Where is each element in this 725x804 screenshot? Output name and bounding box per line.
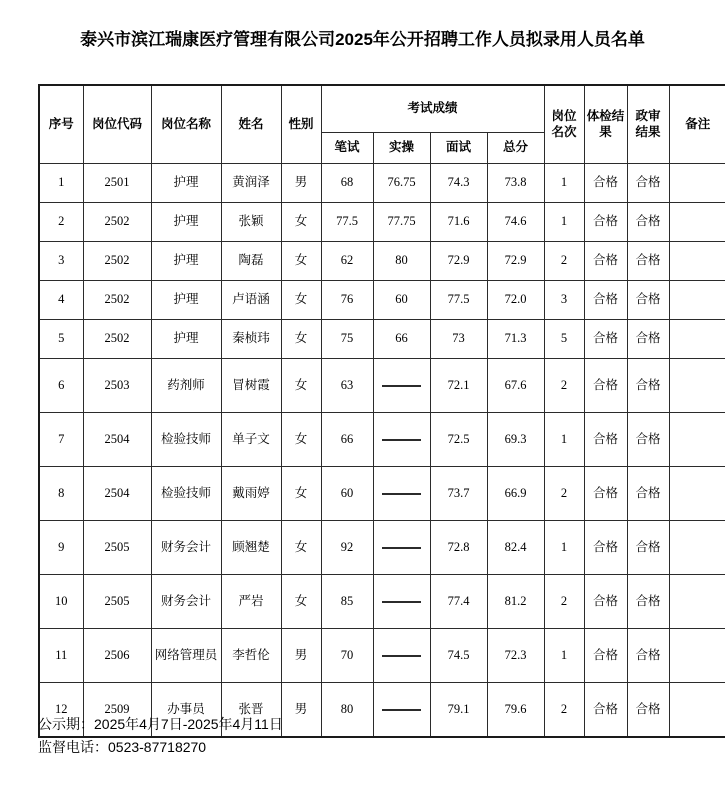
no-score-dash bbox=[382, 439, 420, 441]
table-row bbox=[39, 467, 725, 521]
cell-gender: 女 bbox=[281, 281, 321, 320]
cell-total: 67.6 bbox=[487, 359, 544, 413]
col-header-written: 笔试 bbox=[321, 133, 373, 164]
cell-gender: 女 bbox=[281, 521, 321, 575]
cell-written: 60 bbox=[321, 467, 373, 521]
cell-post-rank: 1 bbox=[544, 521, 584, 575]
cell-seq: 1 bbox=[39, 164, 83, 203]
cell-post-name: 护理 bbox=[151, 242, 221, 281]
col-header-post-rank: 岗位名次 bbox=[544, 85, 584, 164]
cell-gender: 女 bbox=[281, 467, 321, 521]
cell-post-code: 2504 bbox=[83, 467, 151, 521]
cell-name: 张颖 bbox=[221, 203, 281, 242]
cell-total: 79.6 bbox=[487, 683, 544, 738]
no-score-dash bbox=[382, 385, 420, 387]
cell-interview: 79.1 bbox=[430, 683, 487, 738]
cell-gender: 女 bbox=[281, 242, 321, 281]
cell-post-name: 财务会计 bbox=[151, 521, 221, 575]
cell-seq: 3 bbox=[39, 242, 83, 281]
no-score-dash bbox=[382, 547, 420, 549]
cell-interview: 74.5 bbox=[430, 629, 487, 683]
cell-remark bbox=[669, 521, 725, 575]
cell-remark bbox=[669, 413, 725, 467]
cell-practical: 76.75 bbox=[373, 164, 430, 203]
publicity-period: 公示期：2025年4月7日-2025年4月11日 bbox=[38, 716, 283, 732]
cell-post-rank: 2 bbox=[544, 683, 584, 738]
cell-written: 85 bbox=[321, 575, 373, 629]
cell-practical bbox=[373, 521, 430, 575]
cell-remark bbox=[669, 467, 725, 521]
table-row bbox=[39, 359, 725, 413]
cell-gender: 男 bbox=[281, 683, 321, 738]
cell-post-name: 网络管理员 bbox=[151, 629, 221, 683]
cell-medical-result: 合格 bbox=[584, 629, 627, 683]
cell-medical-result: 合格 bbox=[584, 521, 627, 575]
cell-post-name: 检验技师 bbox=[151, 413, 221, 467]
cell-practical bbox=[373, 629, 430, 683]
col-header-medical-result: 体检结果 bbox=[584, 85, 627, 164]
cell-written: 70 bbox=[321, 629, 373, 683]
no-score-dash bbox=[382, 655, 420, 657]
cell-post-rank: 1 bbox=[544, 629, 584, 683]
cell-practical: 77.75 bbox=[373, 203, 430, 242]
col-header-seq: 序号 bbox=[39, 85, 83, 164]
cell-gender: 男 bbox=[281, 629, 321, 683]
cell-post-rank: 3 bbox=[544, 281, 584, 320]
cell-gender: 女 bbox=[281, 320, 321, 359]
cell-interview: 71.6 bbox=[430, 203, 487, 242]
cell-medical-result: 合格 bbox=[584, 203, 627, 242]
cell-political-result: 合格 bbox=[627, 203, 669, 242]
table-header bbox=[39, 85, 725, 164]
cell-written: 77.5 bbox=[321, 203, 373, 242]
cell-medical-result: 合格 bbox=[584, 242, 627, 281]
cell-total: 71.3 bbox=[487, 320, 544, 359]
cell-name: 顾翘楚 bbox=[221, 521, 281, 575]
cell-interview: 77.5 bbox=[430, 281, 487, 320]
cell-total: 74.6 bbox=[487, 203, 544, 242]
cell-interview: 72.8 bbox=[430, 521, 487, 575]
cell-post-name: 财务会计 bbox=[151, 575, 221, 629]
cell-seq: 8 bbox=[39, 467, 83, 521]
cell-post-code: 2505 bbox=[83, 575, 151, 629]
cell-post-rank: 1 bbox=[544, 413, 584, 467]
cell-remark bbox=[669, 281, 725, 320]
table-row bbox=[39, 320, 725, 359]
cell-total: 82.4 bbox=[487, 521, 544, 575]
table-body bbox=[39, 164, 725, 738]
page-title: 泰兴市滨江瑞康医疗管理有限公司2025年公开招聘工作人员拟录用人员名单 bbox=[80, 30, 645, 49]
table-row bbox=[39, 629, 725, 683]
cell-gender: 女 bbox=[281, 359, 321, 413]
cell-remark bbox=[669, 359, 725, 413]
cell-political-result: 合格 bbox=[627, 467, 669, 521]
cell-seq: 9 bbox=[39, 521, 83, 575]
cell-political-result: 合格 bbox=[627, 359, 669, 413]
cell-medical-result: 合格 bbox=[584, 467, 627, 521]
col-header-total: 总分 bbox=[487, 133, 544, 164]
cell-post-rank: 5 bbox=[544, 320, 584, 359]
cell-post-name: 药剂师 bbox=[151, 359, 221, 413]
cell-total: 81.2 bbox=[487, 575, 544, 629]
cell-post-name: 护理 bbox=[151, 203, 221, 242]
cell-political-result: 合格 bbox=[627, 683, 669, 738]
footer-notes bbox=[38, 713, 658, 759]
supervision-phone: 监督电话：0523-87718270 bbox=[38, 739, 207, 756]
cell-post-code: 2502 bbox=[83, 203, 151, 242]
cell-remark bbox=[669, 242, 725, 281]
cell-post-code: 2503 bbox=[83, 359, 151, 413]
cell-name: 单子文 bbox=[221, 413, 281, 467]
table-row bbox=[39, 164, 725, 203]
cell-post-name: 办事员 bbox=[151, 683, 221, 738]
no-score-dash bbox=[382, 493, 420, 495]
cell-political-result: 合格 bbox=[627, 320, 669, 359]
cell-medical-result: 合格 bbox=[584, 413, 627, 467]
cell-remark bbox=[669, 203, 725, 242]
cell-seq: 5 bbox=[39, 320, 83, 359]
cell-written: 92 bbox=[321, 521, 373, 575]
cell-name: 冒树霞 bbox=[221, 359, 281, 413]
table-row bbox=[39, 521, 725, 575]
cell-interview: 73.7 bbox=[430, 467, 487, 521]
cell-written: 63 bbox=[321, 359, 373, 413]
cell-practical bbox=[373, 413, 430, 467]
cell-post-rank: 1 bbox=[544, 164, 584, 203]
cell-post-name: 检验技师 bbox=[151, 467, 221, 521]
no-score-dash bbox=[382, 601, 420, 603]
cell-post-code: 2505 bbox=[83, 521, 151, 575]
col-header-post-code: 岗位代码 bbox=[83, 85, 151, 164]
cell-gender: 男 bbox=[281, 164, 321, 203]
cell-practical: 60 bbox=[373, 281, 430, 320]
cell-post-rank: 2 bbox=[544, 575, 584, 629]
cell-medical-result: 合格 bbox=[584, 281, 627, 320]
candidate-table bbox=[38, 84, 725, 738]
cell-remark bbox=[669, 320, 725, 359]
col-header-gender: 性别 bbox=[281, 85, 321, 164]
cell-medical-result: 合格 bbox=[584, 359, 627, 413]
table-row bbox=[39, 242, 725, 281]
cell-seq: 4 bbox=[39, 281, 83, 320]
cell-total: 72.3 bbox=[487, 629, 544, 683]
cell-post-rank: 2 bbox=[544, 242, 584, 281]
cell-name: 黄润泽 bbox=[221, 164, 281, 203]
cell-total: 69.3 bbox=[487, 413, 544, 467]
cell-name: 李哲伦 bbox=[221, 629, 281, 683]
cell-name: 严岩 bbox=[221, 575, 281, 629]
cell-remark bbox=[669, 683, 725, 738]
col-header-name: 姓名 bbox=[221, 85, 281, 164]
cell-post-code: 2502 bbox=[83, 320, 151, 359]
cell-interview: 72.5 bbox=[430, 413, 487, 467]
cell-seq: 6 bbox=[39, 359, 83, 413]
cell-total: 66.9 bbox=[487, 467, 544, 521]
cell-post-name: 护理 bbox=[151, 281, 221, 320]
cell-gender: 女 bbox=[281, 413, 321, 467]
cell-name: 秦桢玮 bbox=[221, 320, 281, 359]
cell-written: 75 bbox=[321, 320, 373, 359]
cell-political-result: 合格 bbox=[627, 164, 669, 203]
cell-political-result: 合格 bbox=[627, 413, 669, 467]
cell-post-code: 2502 bbox=[83, 281, 151, 320]
col-header-remark: 备注 bbox=[669, 85, 725, 164]
cell-total: 72.0 bbox=[487, 281, 544, 320]
col-header-exam-scores: 考试成绩 bbox=[321, 85, 544, 133]
cell-written: 80 bbox=[321, 683, 373, 738]
cell-interview: 72.1 bbox=[430, 359, 487, 413]
table-row bbox=[39, 575, 725, 629]
cell-seq: 10 bbox=[39, 575, 83, 629]
table-row bbox=[39, 281, 725, 320]
cell-written: 76 bbox=[321, 281, 373, 320]
cell-seq: 11 bbox=[39, 629, 83, 683]
col-header-interview: 面试 bbox=[430, 133, 487, 164]
cell-gender: 女 bbox=[281, 203, 321, 242]
cell-political-result: 合格 bbox=[627, 281, 669, 320]
cell-political-result: 合格 bbox=[627, 629, 669, 683]
cell-remark bbox=[669, 164, 725, 203]
col-header-post-name: 岗位名称 bbox=[151, 85, 221, 164]
cell-post-rank: 1 bbox=[544, 203, 584, 242]
col-header-practical: 实操 bbox=[373, 133, 430, 164]
cell-practical: 80 bbox=[373, 242, 430, 281]
cell-post-rank: 2 bbox=[544, 359, 584, 413]
cell-name: 陶磊 bbox=[221, 242, 281, 281]
cell-medical-result: 合格 bbox=[584, 320, 627, 359]
cell-interview: 74.3 bbox=[430, 164, 487, 203]
cell-medical-result: 合格 bbox=[584, 575, 627, 629]
col-header-political-result: 政审结果 bbox=[627, 85, 669, 164]
table-row bbox=[39, 203, 725, 242]
header-row-primary bbox=[39, 85, 725, 133]
table-row bbox=[39, 413, 725, 467]
cell-post-code: 2509 bbox=[83, 683, 151, 738]
cell-post-code: 2506 bbox=[83, 629, 151, 683]
cell-political-result: 合格 bbox=[627, 242, 669, 281]
cell-post-rank: 2 bbox=[544, 467, 584, 521]
cell-interview: 72.9 bbox=[430, 242, 487, 281]
cell-practical: 66 bbox=[373, 320, 430, 359]
no-score-dash bbox=[382, 709, 420, 711]
cell-practical bbox=[373, 467, 430, 521]
cell-political-result: 合格 bbox=[627, 575, 669, 629]
cell-total: 72.9 bbox=[487, 242, 544, 281]
cell-written: 62 bbox=[321, 242, 373, 281]
cell-political-result: 合格 bbox=[627, 521, 669, 575]
cell-post-name: 护理 bbox=[151, 320, 221, 359]
cell-seq: 2 bbox=[39, 203, 83, 242]
cell-remark bbox=[669, 575, 725, 629]
cell-interview: 77.4 bbox=[430, 575, 487, 629]
cell-medical-result: 合格 bbox=[584, 164, 627, 203]
cell-practical bbox=[373, 575, 430, 629]
candidate-table-container bbox=[38, 84, 711, 738]
cell-gender: 女 bbox=[281, 575, 321, 629]
cell-remark bbox=[669, 629, 725, 683]
cell-practical bbox=[373, 359, 430, 413]
cell-written: 66 bbox=[321, 413, 373, 467]
cell-name: 张晋 bbox=[221, 683, 281, 738]
cell-medical-result: 合格 bbox=[584, 683, 627, 738]
cell-post-name: 护理 bbox=[151, 164, 221, 203]
cell-total: 73.8 bbox=[487, 164, 544, 203]
cell-post-code: 2504 bbox=[83, 413, 151, 467]
cell-name: 卢语涵 bbox=[221, 281, 281, 320]
cell-seq: 7 bbox=[39, 413, 83, 467]
cell-post-code: 2502 bbox=[83, 242, 151, 281]
cell-written: 68 bbox=[321, 164, 373, 203]
cell-post-code: 2501 bbox=[83, 164, 151, 203]
cell-name: 戴雨婷 bbox=[221, 467, 281, 521]
cell-interview: 73 bbox=[430, 320, 487, 359]
cell-seq: 12 bbox=[39, 683, 83, 738]
